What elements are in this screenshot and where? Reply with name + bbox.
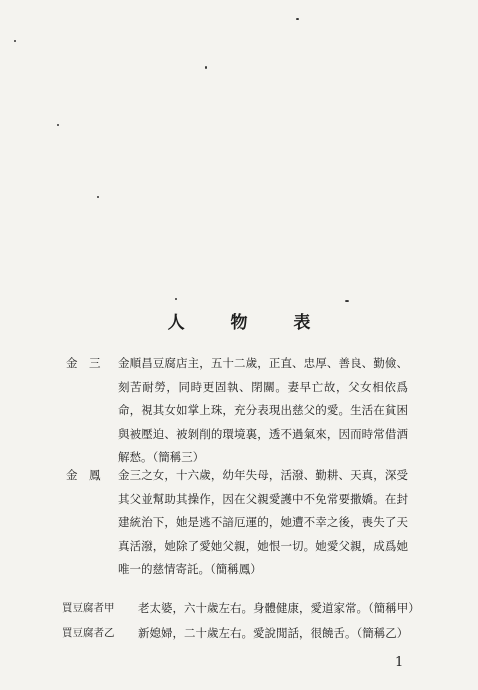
- scan-speck: [57, 124, 59, 126]
- scan-speck: [296, 18, 299, 20]
- page-title: 人 物 表: [167, 313, 331, 333]
- character-name: 買豆腐者甲: [62, 602, 115, 614]
- character-description: 金順昌豆腐店主，五十二歲，正直、忠厚、善良、勤儉、刻苦耐勞，同時更固執、閉關。妻早亡故，父女相依爲命，視其女如掌上珠，充分表現出慈父的愛。生活在貧困與被壓迫、被剝削的環境裏，透不過氣來，因而時常借酒解愁。（簡稱三）: [118, 356, 408, 464]
- scan-speck: [205, 66, 207, 69]
- character-name: 買豆腐者乙: [62, 627, 115, 639]
- scan-speck: [14, 40, 16, 42]
- page-number: 1: [395, 655, 404, 670]
- character-name: 金 鳳: [66, 468, 101, 482]
- scan-speck: [175, 298, 177, 300]
- character-description: 金三之女，十六歲，幼年失母，活潑、勤耕、天真，深受其父並幫助其操作，因在父親愛護中不免常要撒嬌。在封建統治下，她是逃不諳厄運的，她遭不幸之後，喪失了天真活潑，她除了愛她父親，她恨一切。她愛父親，成爲她唯一的慈情寄託。（簡稱鳳）: [118, 468, 408, 576]
- scan-speck: [345, 300, 349, 302]
- character-description: 老太婆，六十歲左右。身體健康，愛道家常。（簡稱甲）: [138, 601, 420, 615]
- character-name: 金 三: [66, 356, 101, 370]
- scan-speck: [97, 196, 99, 198]
- character-description: 新媳婦，二十歲左右。愛說閒話，很饒舌。（簡稱乙）: [138, 626, 409, 640]
